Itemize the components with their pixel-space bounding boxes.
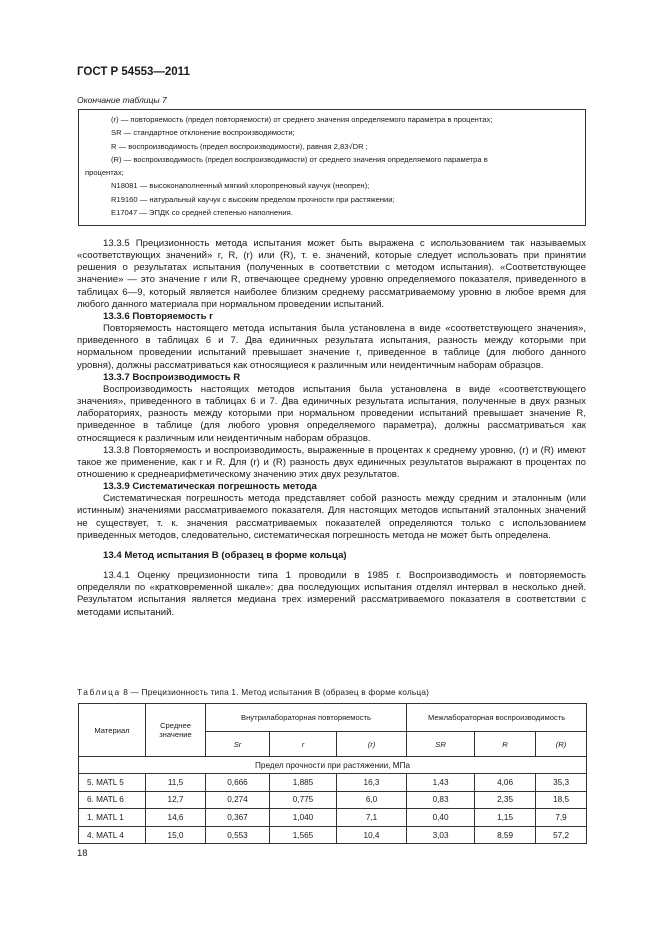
col-header-repeatability: Внутрилабораторная повторяемость — [206, 704, 407, 732]
cell: 35,3 — [536, 774, 587, 792]
cell: 0,40 — [407, 809, 475, 827]
cell: 11,5 — [146, 774, 206, 792]
cell: 12,7 — [146, 791, 206, 809]
paragraph-13-3-9: Систематическая погрешность метода представляет собой разность между средним и эталонным (или истинным) значениями рассматриваемого показателя. Для настоящих методов испытаний эталонных значений не существует, т. к. значения рассматриваемых показателей определяются только с использованием приведенных методов, следовательно, систематическая погрешность метода не может быть определена. — [77, 493, 586, 541]
note-line: (r) — повторяемость (предел повторяемости) от среднего значения определяемого параметра в процентах; — [111, 115, 493, 124]
cell: 1,565 — [270, 826, 337, 844]
note-line: R — воспроизводимость (предел воспроизводимости), равная 2,83√DR ; — [111, 141, 368, 151]
precision-table — [78, 703, 587, 844]
cell: 0,775 — [270, 791, 337, 809]
col-header-reproducibility: Межлабораторная воспроизводимость — [407, 704, 587, 732]
note-line: E17047 — ЭПДК со средней степенью наполнения. — [111, 208, 293, 218]
cell: 16,3 — [337, 774, 407, 792]
cell: 2,35 — [475, 791, 536, 809]
cell: 7,1 — [337, 809, 407, 827]
table-caption-text: 8 — Прецизионность типа 1. Метод испытания В (образец в форме кольца) — [120, 687, 430, 697]
cell: 5. MATL 5 — [79, 774, 146, 792]
col-header-r-pct: (r) — [337, 732, 407, 757]
paragraph-13-3-5: 13.3.5 Прецизионность метода испытания может быть выражена с использованием так называемых «соответствующих значений» r, R, (r) или (R), т. е. значений, которые следует использовать при принятии решения о результатах испытания (полученных в соответствии с методом испытания). «Соответствующее значение» — это значение r или R, отвечающее среднему уровню определяемого показателя, приведенного в таблицах 6—9, который является наиболее близким среднему рассматриваемому уровню в любое время для любого данного материала при нормальном проведении испытаний. — [77, 238, 586, 310]
col-header-R: R — [475, 732, 536, 757]
table-row — [79, 809, 587, 827]
cell: 0,274 — [206, 791, 270, 809]
col-header-mean: Среднее значение — [146, 704, 206, 757]
cell: 0,666 — [206, 774, 270, 792]
cell: 15,0 — [146, 826, 206, 844]
document-header: ГОСТ Р 54553—2011 — [77, 66, 190, 78]
cell: 10,4 — [337, 826, 407, 844]
body-text — [77, 238, 586, 619]
cell: 4,06 — [475, 774, 536, 792]
table-word: Таблица — [77, 687, 121, 697]
note-line: N18081 — высоконаполненный мягкий хлоропреновый каучук (неопрен); — [111, 181, 370, 191]
cell: 4. MATL 4 — [79, 826, 146, 844]
paragraph-13-4-1: 13.4.1 Оценку прецизионности типа 1 проводили в 1985 г. Воспроизводимость и повторяемость определяли по «кратковременной шкале»: два последующих испытания отделял интервал в несколько дней. Результатом испытания является медиана трех измерений рассматриваемого показателя в соответствии с методами испытаний. — [77, 570, 586, 618]
cell: 6. MATL 6 — [79, 791, 146, 809]
cell: 1,43 — [407, 774, 475, 792]
note-line: процентах; — [85, 168, 124, 178]
cell: 57,2 — [536, 826, 587, 844]
note-line: R19160 — натуральный каучук с высоким пределом прочности при растяжении; — [111, 194, 395, 204]
cell: 6,0 — [337, 791, 407, 809]
col-header-r: r — [270, 732, 337, 757]
cell: 18,5 — [536, 791, 587, 809]
note-line: (R) — воспроизводимость (предел воспроизводимости) от среднего значения определяемого параметра в — [111, 154, 488, 164]
cell: 0,367 — [206, 809, 270, 827]
page-number: 18 — [77, 848, 88, 859]
cell: 1,885 — [270, 774, 337, 792]
note-line: SR — стандартное отклонение воспроизводимости; — [111, 128, 295, 138]
col-header-sr: Sr — [206, 732, 270, 757]
paragraph-13-3-7: Воспроизводимость настоящих методов испытания была установлена в виде «соответствующего значения», приведенного в таблицах 6 и 7. Два единичных результата испытания, полученные в двух разных лабораториях, разность между которыми при нормальном проведении испытаний превышает значение R, приведенное в таблице (для любого уровня определяемого параметра), должны рассматриваться как относящиеся к различным или неидентичным наборам образцов. — [77, 383, 586, 444]
heading-13-3-6: 13.3.6 Повторяемость r — [103, 310, 213, 322]
cell: 3,03 — [407, 826, 475, 844]
cell: 1. MATL 1 — [79, 809, 146, 827]
heading-13-3-9: 13.3.9 Систематическая погрешность метода — [103, 481, 317, 493]
cell: 1,15 — [475, 809, 536, 827]
table8-caption — [77, 687, 429, 697]
col-header-SR: SR — [407, 732, 475, 757]
table-row — [79, 791, 587, 809]
cell: 0,83 — [407, 791, 475, 809]
table-section-label: Предел прочности при растяжении, МПа — [79, 757, 587, 774]
cell: 7,9 — [536, 809, 587, 827]
col-header-material: Материал — [79, 704, 146, 757]
table-continuation-label: Окончание таблицы 7 — [77, 95, 167, 105]
heading-13-4: 13.4 Метод испытания В (образец в форме кольца) — [103, 549, 347, 561]
col-header-R-pct: (R) — [536, 732, 587, 757]
table-row — [79, 826, 587, 844]
paragraph-13-3-6: Повторяемость настоящего метода испытания была установлена в виде «соответствующего значения», приведенного в таблицах 6 и 7. Два единичных результата испытания, разность между которыми при нормальном проведении испытаний превышает значение r, приведенное в таблице (для любого данного уровня), должны рассматриваться как относящиеся к различным или неидентичным наборам образцов. — [77, 323, 586, 371]
cell: 0,553 — [206, 826, 270, 844]
heading-13-3-7: 13.3.7 Воспроизводимость R — [103, 371, 241, 383]
table7-notes — [78, 109, 586, 226]
cell: 8,59 — [475, 826, 536, 844]
cell: 14,6 — [146, 809, 206, 827]
table-row — [79, 774, 587, 792]
cell: 1,040 — [270, 809, 337, 827]
paragraph-13-3-8: 13.3.8 Повторяемость и воспроизводимость, выраженные в процентах к среднему уровню, (r) и (R) имеют такое же применение, как r и R. Для (r) и (R) разность двух единичных результатов выражают в процентах по отношению к среднеарифметическому значению этих двух результатов. — [77, 444, 586, 480]
